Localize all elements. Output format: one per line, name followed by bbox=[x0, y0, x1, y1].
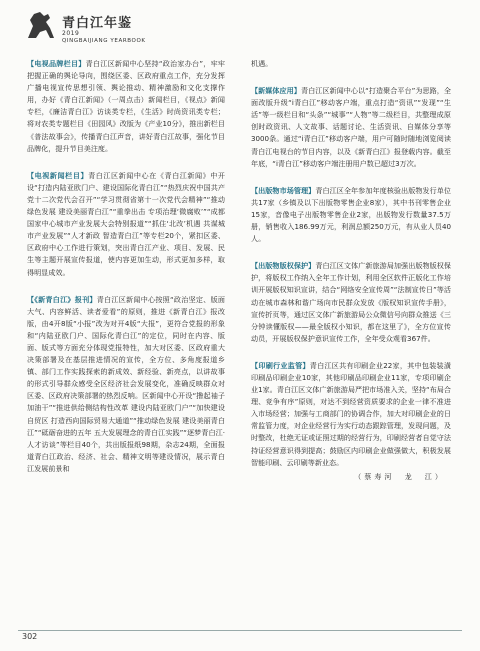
yearbook-subtitle: QINGBAIJIANG YEARBOOK bbox=[62, 38, 146, 44]
paragraph-printing bbox=[251, 360, 451, 469]
paragraph-publication-market bbox=[251, 185, 451, 245]
section-body: 青白江区新闻中心以“打造聚合平台”为思路，全面改版升级“i青白江”移动客户端，重点打造“资讯”“发现”“生活”等一级栏目和“头条”“城事”“人物”等二级栏目，共整理成原创时政资讯、人文故事、话题讨论、生活资讯、自媒体分享等3000条。通过“i青白江”移动客户端，用户可随时随地浏览阅读青白江电视台的节目内容，以及《新青白江》报登载内容。截至年底，“i青白江”移动客户端注册用户数已超过3万次。 bbox=[251, 86, 451, 168]
section-title: 【电视品牌栏目】 bbox=[27, 59, 86, 68]
section-title: 【《新青白江》报刊】 bbox=[27, 294, 97, 304]
section-title: 【印刷行业监管】 bbox=[251, 360, 310, 370]
footer-divider bbox=[18, 630, 462, 631]
author-signature: （蔡寿河 龙 江） bbox=[354, 471, 445, 481]
paragraph-copyright bbox=[251, 260, 451, 345]
section-title: 【新媒体应用】 bbox=[251, 86, 301, 96]
left-column bbox=[27, 58, 225, 490]
paragraph-tv-news bbox=[27, 170, 225, 279]
section-body: 青白江区全年参加年度核验出版物发行单位共17家（乡镇及以下出版物零售企业8家），其中书刊零售企业15家，音像电子出版物零售企业2家，出版物发行数量37.5万册，销售收入186.99万元，利润总额250万元，有从业人员40人。 bbox=[251, 185, 452, 244]
yearbook-title: 青白江年鉴 bbox=[62, 16, 133, 31]
paragraph-tv-brand bbox=[27, 58, 225, 155]
right-column bbox=[251, 58, 451, 483]
section-body: 机遇。 bbox=[251, 59, 273, 68]
section-title: 【电视新闻栏目】 bbox=[27, 170, 89, 180]
section-body: 青白江区共有印刷企业22家，其中包装装潢印刷品印刷企业10家，其他印刷品印刷企业11家，专项印刷企业1家。青白江区文体广新旅游局严把市场准入关，坚持“布局合理、竞争有序”原则，对达不到经营资质要求的企业一律不准进入市场经营；加强与工商部门的协调合作，加大对印刷企业的日常监管力度，对企业经营行为实行动态跟踪管理，发现问题，及时整改，杜绝无证或证照过期的经营行为，印刷经营者自觉守法持证经营意识得到提高；鼓励区内印刷企业做强做大，积极发展智能印刷、云印刷等新业态。 bbox=[251, 360, 451, 467]
paragraph-new-media bbox=[251, 85, 451, 170]
yearbook-header bbox=[24, 8, 224, 48]
page-number: 302 bbox=[22, 632, 38, 641]
paragraph-continuation bbox=[251, 58, 451, 70]
paragraph-newspaper bbox=[27, 294, 225, 475]
section-title: 【出版物市场管理】 bbox=[251, 185, 316, 195]
section-body: 青白江区文体广新旅游局加强出版物版权保护，将版权工作纳入全年工作计划，利用全区软件正版化工作培训开展版权知识宣讲，结合“网络安全宣传周”“法制宣传日”等活动在城市森林和谐广场向市民群众发放《版权知识宣传手册》，宣传折页等，通过区文体广新旅游局公众微信号向群众推送《三分钟读懂版权——最全版权小知识，都在这里了》，全方位宣传动员，开展版权保护意识宣传工作，全年受众观看367件。 bbox=[251, 261, 452, 343]
horse-logo-icon bbox=[24, 8, 58, 44]
section-title: 【出版物版权保护】 bbox=[251, 261, 316, 271]
section-body: 青白江区新闻中心按照“政治坚定、版面大气、内容鲜活、读者爱看”的原则，推进《新青白江》报改版，由4开8版“小报”改为对开4版“大报”，更符合党报的形象和“内陆亚欧门户、国际化青白江”的定位，同时在内容、版面、版式等方面充分体现党报特性，加大对区委、区政府重大决策部署及在基层推进情况的宣传，全方位、多角度报道乡镇、部门工作实践探索的新成效、新经验、新亮点，以讲故事的形式引导群众感受全区经济社会发展变化，准确反映群众对区委、区政府决策部署的热烈反响。区新闻中心开设“撸起袖子加油干”“推进供给侧结构性改革 建设内陆亚欧门户”“加快建设自贸区 打造西向国际贸易大通道”“推动绿色发展 建设美丽青白江”“砥砺奋进的五年 五大发展理念的青白江实践”“逐梦青白江·人才访谈”等栏目40个，共出版报纸98期，杂志24期，全面报道青白江政治、经济、社会、精神文明等建设情况，展示青白江发展前景和 bbox=[27, 294, 225, 473]
section-body: 青白江区新闻中心在《青白江新闻》中开设“打造内陆亚欧门户、建设国际化青白江”“热烈庆祝中国共产党十二次党代会召开”“学习贯彻省第十一次党代会精神”“推动绿色发展 建设美丽青白江”“重拳出击 专项治理‘微腐败’”“成都国家中心城市产业发展大会特别报道”“抓住‘北改’机遇 共谋城市产业发展”“人才新政 智造青白江”等专栏20个，紧扣区委、区政府中心工作进行策划，突出青白江产业、项目、发展、民生等主题开展宣传报道，使内容更加生动，形式更加多样，取得明显成效。 bbox=[27, 170, 226, 277]
yearbook-year: 2019 bbox=[62, 30, 80, 37]
section-body: 青白江区新闻中心坚持“政治家办台”，牢牢把握正确的舆论导向，围绕区委、区政府重点工作，充分发挥广播电视宣传思想引领、舆论推动、精神激励和文化支撑作用，办好《青白江新闻》（一周点击）新闻栏目，《视点》新闻专栏，《廉洁青白江》访谈类专栏，《生活》时尚资讯类专栏；将对农类专题栏目《田园风》改版为《产业10分》，推出新栏目《普法故事会》，传播青白江声音，讲好青白江故事，强化节目品牌化，提升节目美注度。 bbox=[27, 59, 225, 153]
